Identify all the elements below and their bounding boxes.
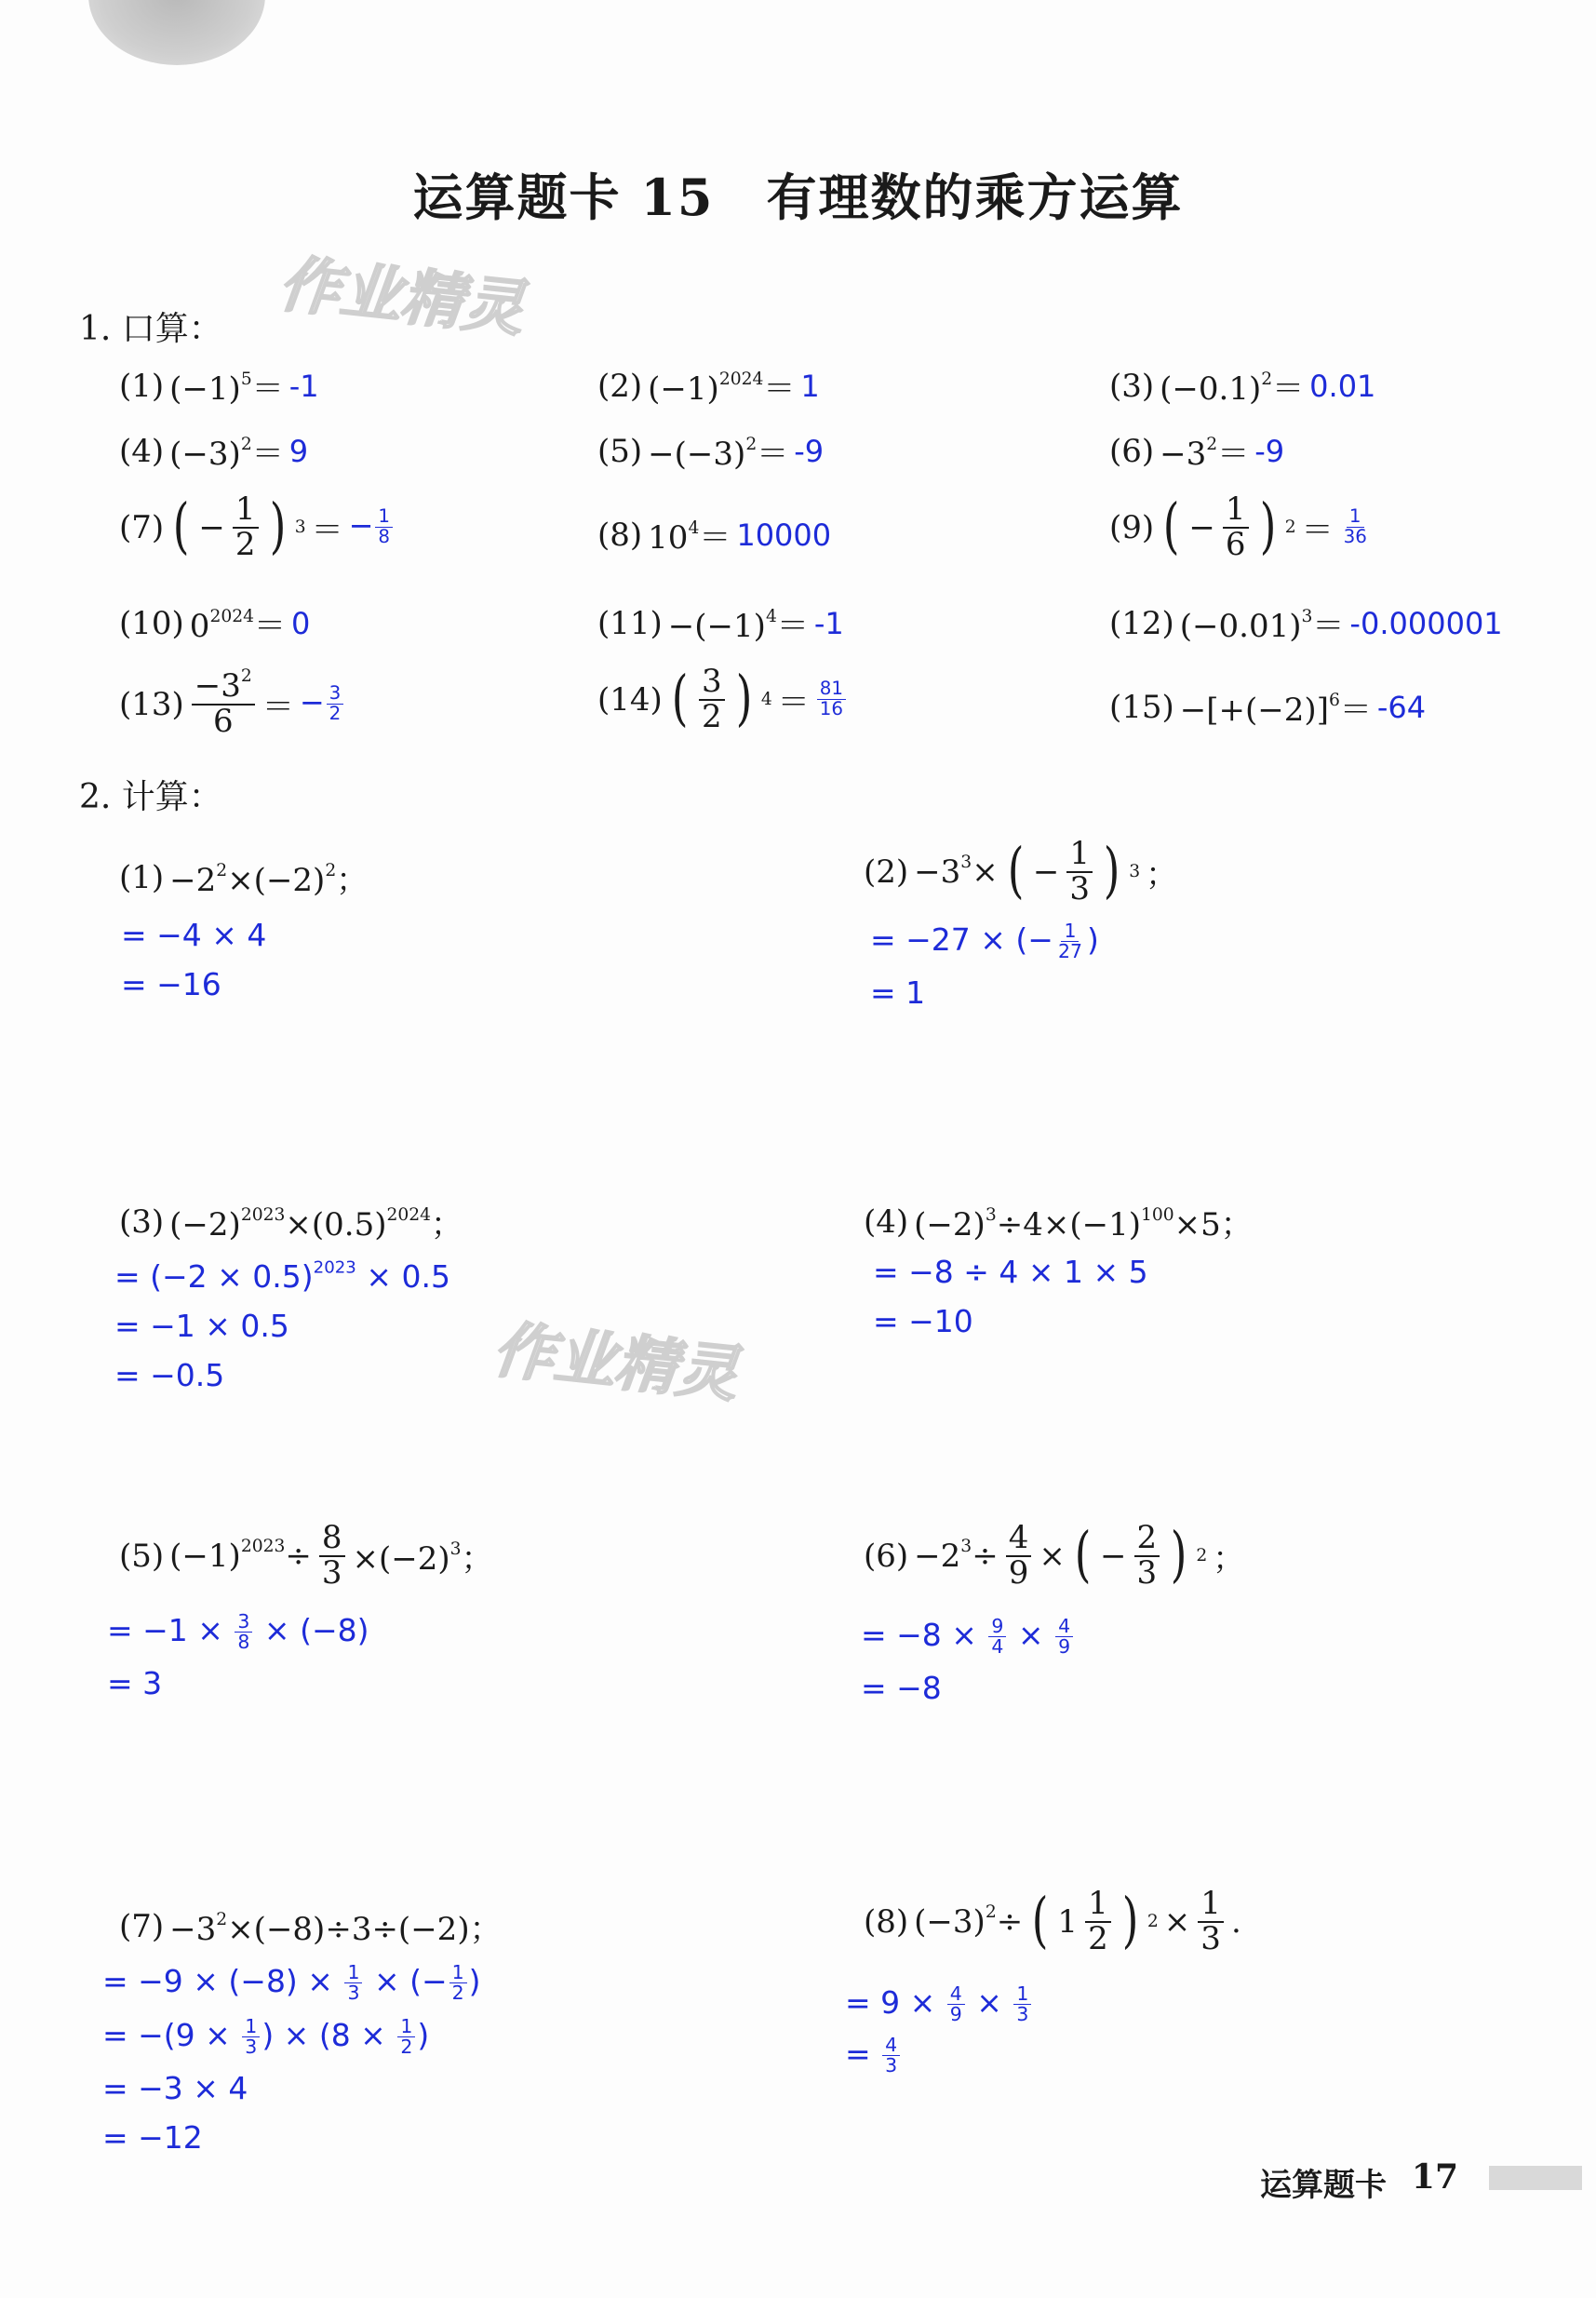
oral-item-12: (12) $(-0.01)^3=$ -0.000001	[1109, 604, 1503, 645]
calc-7-step-4: = −12	[102, 2119, 203, 2156]
answer: -9	[794, 433, 825, 469]
answer: -1	[288, 368, 319, 404]
oral-item-11: (11) $-(-1)^4=$ -1	[597, 604, 844, 645]
oral-item-15: (15) $-[+(-2)]^6=$ -64	[1109, 688, 1427, 729]
oral-item-3: (3) $(-0.1)^2=$ 0.01	[1109, 367, 1376, 408]
oral-item-7: (7) ( − $\frac{1}{2}$ ) 3 ＝ − $\frac{1}{8}$	[119, 493, 395, 561]
calc-3-step-2: = −1 × 0.5	[114, 1308, 289, 1344]
answer: 0.01	[1309, 368, 1376, 404]
oral-item-1: (1) $(-1)^5=$ -1	[119, 367, 319, 408]
answer: − $\frac{1}{8}$	[349, 507, 395, 547]
calc-5-step-1: = −1 × $\frac{3}{8}$ × (−8)	[107, 1609, 369, 1653]
calc-1-step-2: = −16	[121, 966, 221, 1002]
calc-7-step-2: = −(9 × $\frac{1}{3}$ ) × (8 × $\frac{1}{2}$ )	[102, 2014, 430, 2058]
calc-5-step-2: = 3	[107, 1665, 163, 1701]
calc-4-step-1: = −8 ÷ 4 × 1 × 5	[873, 1254, 1148, 1290]
oral-item-13: (13) $\frac{-3^2}{6}$ ＝ − $\frac{3}{2}$	[119, 670, 345, 738]
oral-item-4: (4) $(-3)^2=$ 9	[119, 432, 309, 473]
oral-item-8: (8) $10^4=$ 10000	[597, 516, 832, 557]
calc-7-step-3: = −3 × 4	[102, 2070, 248, 2106]
answer: 10000	[736, 517, 832, 553]
answer: $\frac{81}{16}$	[815, 679, 848, 719]
page-title: 运算题卡 15 有理数的乘方运算	[412, 168, 1184, 227]
oral-item-6: (6) $-3^2=$ -9	[1109, 432, 1285, 473]
answer: -1	[813, 605, 844, 641]
oral-item-9: (9) ( − $\frac{1}{6}$ ) 2 ＝ $\frac{1}{36}$	[1109, 493, 1372, 561]
footer-label: 运算题卡	[1260, 2167, 1387, 2204]
calc-3-step-3: = −0.5	[114, 1357, 225, 1393]
oral-item-5: (5) $-(-3)^2=$ -9	[597, 432, 825, 473]
calc-problem-3: (3) $(-2)^{2023}\times(0.5)^{2024}$；	[119, 1203, 463, 1243]
calc-problem-8: (8) $(-3)^2\div$ ( 1 $\frac{1}{2}$ ) 2 × $\frac{1}{3}$ .	[864, 1885, 1241, 1957]
page-number: 17	[1411, 2157, 1458, 2197]
watermark: 作业精灵	[490, 1313, 742, 1411]
calc-problem-2: (2) $-3^3\times$ ( − $\frac{1}{3}$ ) 3 ；	[864, 835, 1178, 907]
calc-problem-1: (1) $-2^2\times(-2)^2$；	[119, 858, 369, 899]
answer: − $\frac{3}{2}$	[300, 684, 345, 724]
calc-6-step-1: = −8 × $\frac{9}{4}$ × $\frac{4}{9}$	[861, 1610, 1075, 1660]
page-corner-shadow	[88, 0, 265, 65]
calc-7-step-1: = −9 × (−8) × $\frac{1}{3}$ × (− $\frac{1}{2}$ )	[102, 1960, 481, 2004]
calc-2-step-2: = 1	[870, 974, 926, 1011]
calc-1-step-1: = −4 × 4	[121, 917, 267, 953]
answer: $\frac{1}{36}$	[1343, 505, 1367, 548]
oral-item-2: (2) $(-1)^{2024}=$ 1	[597, 367, 820, 408]
calc-8-step-2: = $\frac{4}{3}$	[845, 2029, 902, 2078]
watermark: 作业精灵	[275, 248, 528, 345]
oral-item-10: (10) $0^{2024}=$ 0	[119, 604, 311, 645]
answer: -64	[1376, 689, 1427, 725]
calc-problem-4: (4) $(-2)^3\div 4\times(-1)^{100}\times 5$；	[864, 1203, 1253, 1243]
calc-3-step-1: = $(-2 \times 0.5)^{2023} \times 0.5$	[114, 1257, 450, 1295]
oral-item-14: (14) ( $\frac{3}{2}$ ) 4 ＝ $\frac{81}{16}$	[597, 665, 848, 733]
calc-problem-7: (7) $-3^2\times(-8)\div 3\div(-2)$；	[119, 1907, 502, 1948]
answer: 1	[800, 368, 820, 404]
answer: 9	[288, 433, 309, 469]
section-2-label: 2. 计算：	[79, 778, 222, 816]
calc-problem-5: (5) $(-1)^{2023}\div$ $\frac{8}{3}$ $\times(-2)^3$；	[119, 1519, 493, 1592]
section-1-label: 1. 口算：	[79, 310, 222, 348]
calc-2-step-1: = −27 × (− $\frac{1}{27}$ )	[870, 919, 1099, 962]
calc-problem-6: (6) $-2^3\div$ $\frac{4}{9}$ × ( − $\frac{2}{3}$ ) 2 ；	[864, 1519, 1245, 1592]
calc-8-step-1: = 9 × $\frac{4}{9}$ × $\frac{1}{3}$	[845, 1978, 1033, 2027]
answer: -0.000001	[1349, 605, 1503, 641]
calc-6-step-2: = −8	[861, 1670, 942, 1706]
calc-4-step-2: = −10	[873, 1303, 973, 1339]
answer: -9	[1254, 433, 1285, 469]
footer-bar	[1489, 2166, 1582, 2190]
answer: 0	[291, 605, 311, 641]
